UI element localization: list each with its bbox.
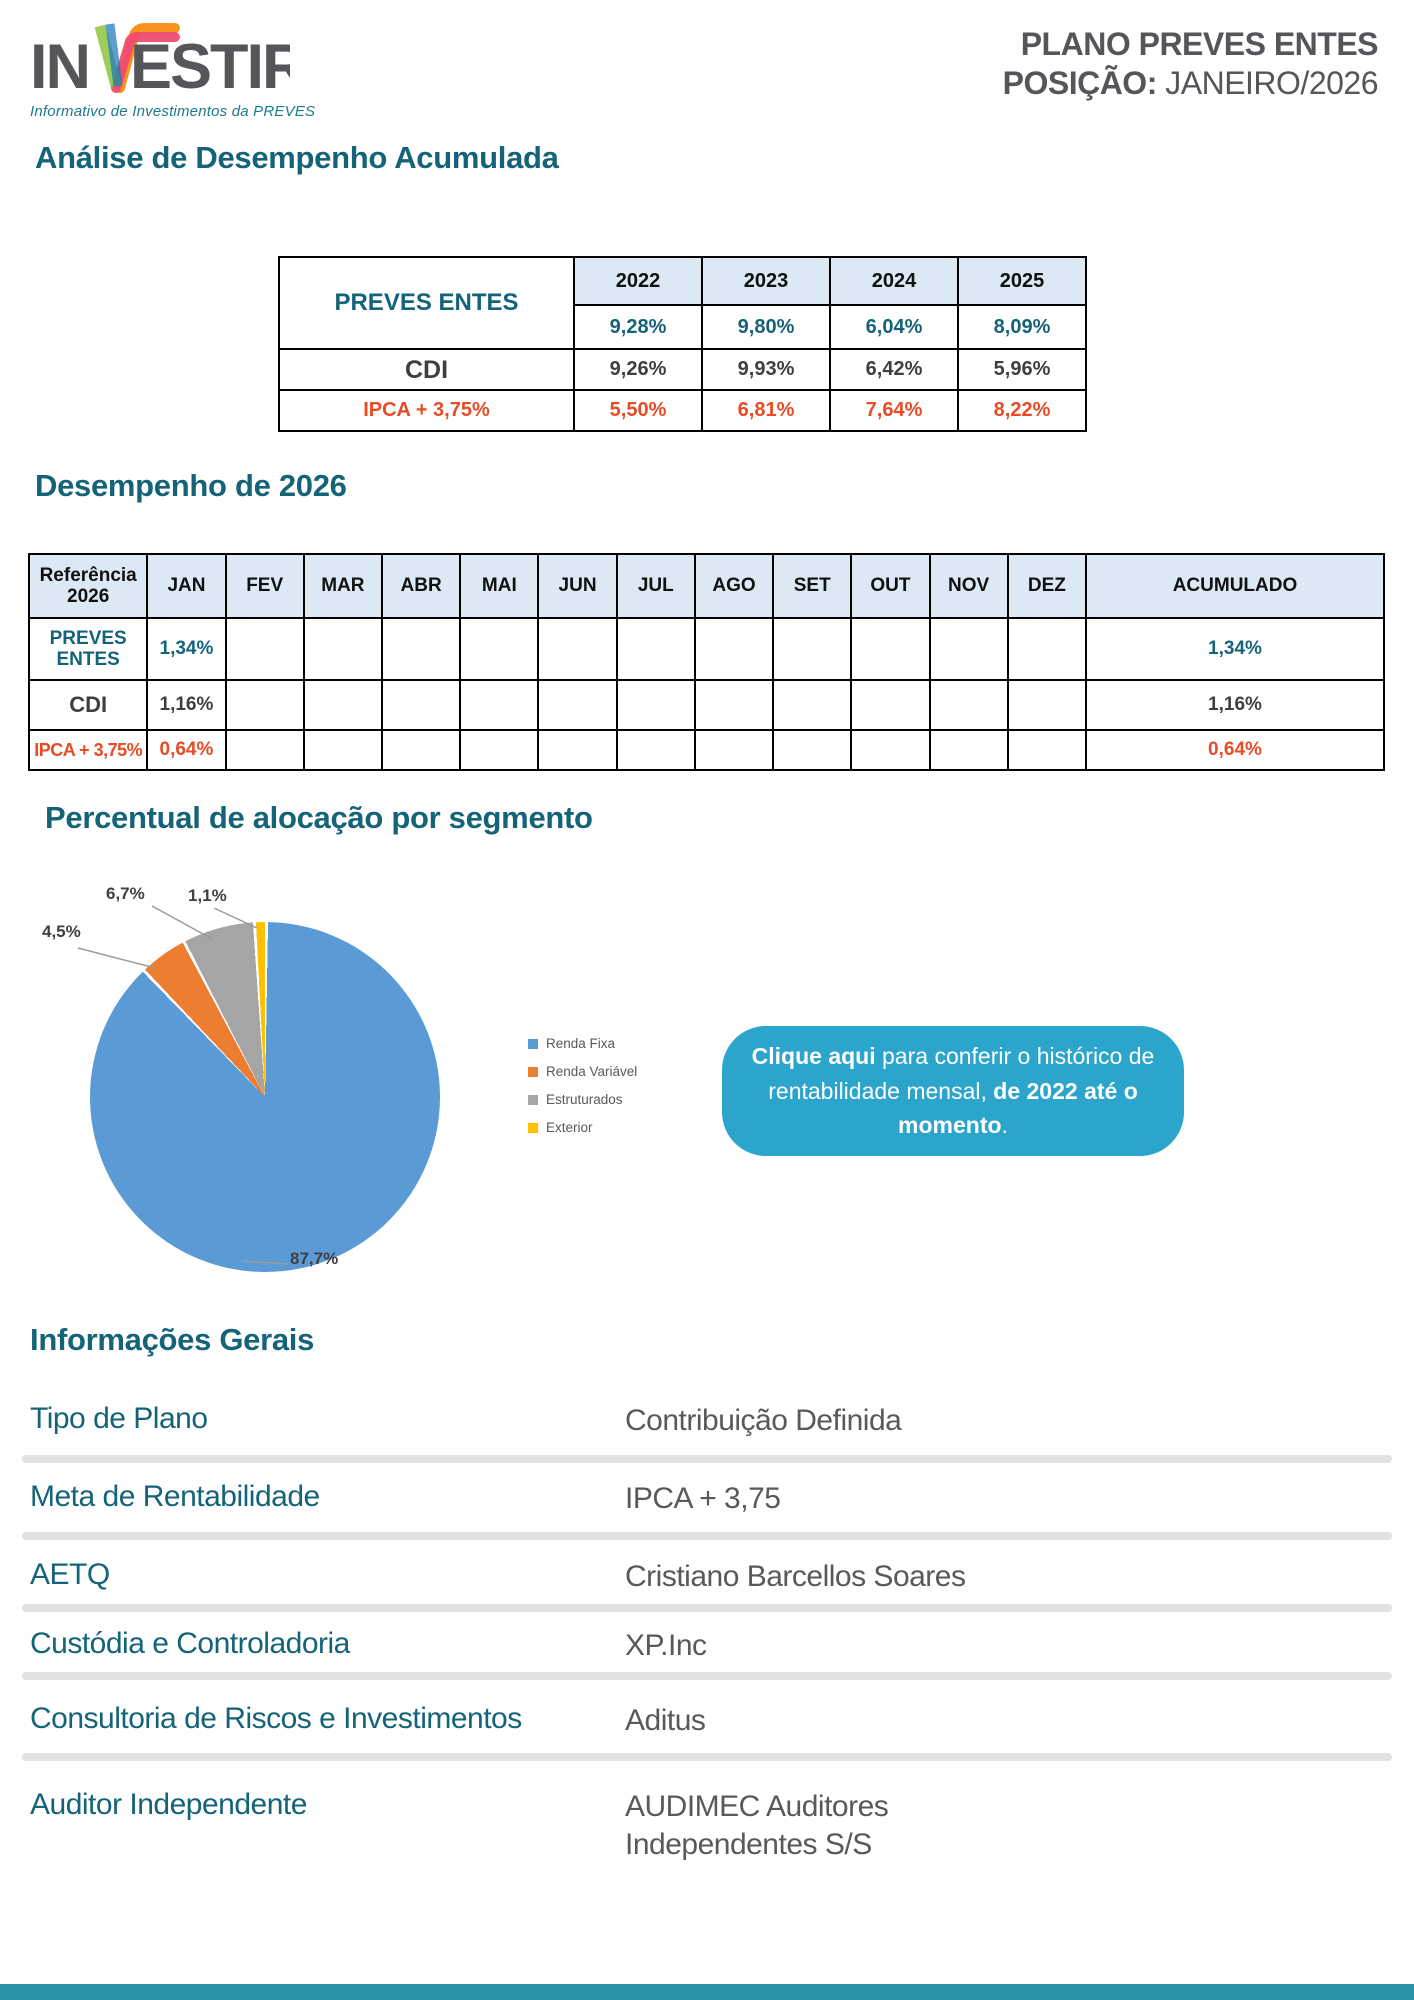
cta-bold-lead: Clique aqui <box>751 1043 876 1069</box>
month-header-cell: DEZ <box>1008 554 1086 618</box>
chart-legend <box>528 1036 637 1148</box>
value-cell: 1,16% <box>147 680 225 730</box>
empty-month-cell <box>226 618 304 680</box>
legend-label: Estruturados <box>546 1092 623 1107</box>
empty-month-cell <box>538 730 616 770</box>
info-value: Cristiano Barcellos Soares <box>625 1560 966 1593</box>
value-cell: 6,81% <box>702 390 830 431</box>
month-header-cell: JUL <box>617 554 695 618</box>
empty-month-cell <box>382 680 460 730</box>
empty-month-cell <box>1008 680 1086 730</box>
month-header-cell: JAN <box>147 554 225 618</box>
accumulated-value-cell: 1,34% <box>1086 618 1384 680</box>
month-header-cell: MAI <box>460 554 538 618</box>
empty-month-cell <box>773 730 851 770</box>
cta-mid-text: para conferir o histórico de rentabilidade mensal, <box>768 1043 1155 1104</box>
allocation-chart <box>0 868 1414 1338</box>
legend-item <box>528 1064 637 1079</box>
table-row <box>279 257 1086 305</box>
empty-month-cell <box>695 680 773 730</box>
info-label: Meta de Rentabilidade <box>30 1480 320 1513</box>
year-header-cell: 2025 <box>958 257 1086 305</box>
month-header-cell: ABR <box>382 554 460 618</box>
section-title-2026: Desempenho de 2026 <box>35 468 347 503</box>
header-plan-block <box>1003 26 1378 102</box>
legend-swatch-exterior <box>528 1123 538 1133</box>
empty-month-cell <box>695 730 773 770</box>
month-header-cell: FEV <box>226 554 304 618</box>
info-label: Tipo de Plano <box>30 1402 208 1435</box>
accumulated-table <box>278 256 1087 432</box>
legend-label: Renda Variável <box>546 1064 638 1079</box>
info-label: AETQ <box>30 1558 110 1591</box>
legend-swatch-renda-variavel <box>528 1067 538 1077</box>
legend-swatch-estruturados <box>528 1095 538 1105</box>
logo-word-right: ESTIR <box>130 32 290 96</box>
cta-bold-range: de 2022 até o momento <box>898 1077 1138 1138</box>
pie-label-estruturados: 6,7% <box>106 884 145 903</box>
info-row <box>30 1402 1390 1440</box>
divider <box>22 1532 1392 1540</box>
table-header-row <box>29 554 1384 618</box>
value-cell: 5,50% <box>574 390 702 431</box>
plan-title: PLANO PREVES ENTES <box>1020 26 1378 62</box>
row-label-cell: PREVES ENTES <box>29 618 147 680</box>
pie-label-renda-variavel: 4,5% <box>42 922 81 941</box>
value-cell: 9,93% <box>702 349 830 390</box>
divider <box>22 1455 1392 1463</box>
empty-month-cell <box>538 680 616 730</box>
empty-month-cell <box>617 680 695 730</box>
info-value: IPCA + 3,75 <box>625 1482 781 1515</box>
value-cell: 9,80% <box>702 305 830 349</box>
value-cell: 0,64% <box>147 730 225 770</box>
row-label-cell: IPCA + 3,75% <box>279 390 574 431</box>
empty-month-cell <box>695 618 773 680</box>
empty-month-cell <box>304 680 382 730</box>
divider <box>22 1753 1392 1761</box>
month-header-cell: OUT <box>851 554 929 618</box>
accumulated-header-cell: ACUMULADO <box>1086 554 1384 618</box>
divider <box>22 1672 1392 1680</box>
empty-month-cell <box>773 680 851 730</box>
row-label-cell: CDI <box>29 680 147 730</box>
position-line <box>1003 65 1378 102</box>
info-row <box>30 1702 1390 1740</box>
performance-table <box>28 553 1385 771</box>
pie-chart <box>90 922 440 1272</box>
reference-header-cell: Referência 2026 <box>29 554 147 618</box>
accumulated-value-cell: 0,64% <box>1086 730 1384 770</box>
info-value: Contribuição Definida <box>625 1404 902 1437</box>
value-cell: 8,22% <box>958 390 1086 431</box>
info-label: Consultoria de Riscos e Investimentos <box>30 1702 522 1735</box>
empty-month-cell <box>851 618 929 680</box>
empty-month-cell <box>382 730 460 770</box>
info-row <box>30 1558 1390 1596</box>
month-header-cell: SET <box>773 554 851 618</box>
empty-month-cell <box>930 680 1008 730</box>
empty-month-cell <box>617 618 695 680</box>
empty-month-cell <box>460 680 538 730</box>
legend-swatch-renda-fixa <box>528 1039 538 1049</box>
legend-item <box>528 1092 637 1107</box>
value-cell: 7,64% <box>830 390 958 431</box>
info-row <box>30 1627 1390 1665</box>
value-cell: 6,42% <box>830 349 958 390</box>
pie-label-exterior: 1,1% <box>188 886 227 905</box>
empty-month-cell <box>460 730 538 770</box>
investir-logo <box>30 18 315 120</box>
logo-word-left: IN <box>30 32 89 96</box>
section-title-info: Informações Gerais <box>30 1322 315 1357</box>
cta-end-text: . <box>1001 1112 1008 1138</box>
month-header-cell: JUN <box>538 554 616 618</box>
info-label: Auditor Independente <box>30 1788 307 1821</box>
info-value: Aditus <box>625 1704 706 1737</box>
year-header-cell: 2022 <box>574 257 702 305</box>
value-cell: 5,96% <box>958 349 1086 390</box>
section-title-allocation: Percentual de alocação por segmento <box>45 800 593 835</box>
empty-month-cell <box>773 618 851 680</box>
month-header-cell: MAR <box>304 554 382 618</box>
info-value: XP.Inc <box>625 1629 707 1662</box>
table-row <box>29 618 1384 680</box>
value-cell: 9,26% <box>574 349 702 390</box>
value-cell: 6,04% <box>830 305 958 349</box>
investir-logo-graphic <box>30 18 290 96</box>
row-label-cell: CDI <box>279 349 574 390</box>
empty-month-cell <box>226 730 304 770</box>
footer-bar <box>0 1984 1414 2000</box>
position-value: JANEIRO/2026 <box>1165 65 1378 101</box>
month-header-cell: NOV <box>930 554 1008 618</box>
value-cell: 8,09% <box>958 305 1086 349</box>
logo-tagline: Informativo de Investimentos da PREVES <box>30 103 316 120</box>
empty-month-cell <box>930 730 1008 770</box>
section-title-accumulated: Análise de Desempenho Acumulada <box>35 140 559 175</box>
history-cta-button[interactable] <box>722 1026 1184 1156</box>
empty-month-cell <box>304 618 382 680</box>
accumulated-value-cell: 1,16% <box>1086 680 1384 730</box>
divider <box>22 1604 1392 1612</box>
legend-item <box>528 1120 637 1135</box>
value-cell: 9,28% <box>574 305 702 349</box>
info-label: Custódia e Controladoria <box>30 1627 350 1660</box>
year-header-cell: 2023 <box>702 257 830 305</box>
empty-month-cell <box>930 618 1008 680</box>
empty-month-cell <box>460 618 538 680</box>
empty-month-cell <box>226 680 304 730</box>
table-row <box>279 390 1086 431</box>
empty-month-cell <box>851 730 929 770</box>
info-value: AUDIMEC Auditores Independentes S/S <box>625 1790 889 1861</box>
row-label-cell: PREVES ENTES <box>279 257 574 349</box>
table-row <box>279 349 1086 390</box>
year-header-cell: 2024 <box>830 257 958 305</box>
table-row <box>29 680 1384 730</box>
info-row <box>30 1788 1390 1863</box>
table-row <box>29 730 1384 770</box>
empty-month-cell <box>304 730 382 770</box>
month-header-cell: AGO <box>695 554 773 618</box>
empty-month-cell <box>538 618 616 680</box>
empty-month-cell <box>851 680 929 730</box>
empty-month-cell <box>1008 730 1086 770</box>
value-cell: 1,34% <box>147 618 225 680</box>
pie-label-renda-fixa: 87,7% <box>290 1249 339 1268</box>
empty-month-cell <box>1008 618 1086 680</box>
empty-month-cell <box>617 730 695 770</box>
legend-label: Renda Fixa <box>546 1036 616 1051</box>
legend-label: Exterior <box>546 1120 593 1135</box>
row-label-cell: IPCA + 3,75% <box>29 730 147 770</box>
legend-item <box>528 1036 637 1051</box>
info-row <box>30 1480 1390 1518</box>
position-label: POSIÇÃO: <box>1002 65 1157 101</box>
empty-month-cell <box>382 618 460 680</box>
